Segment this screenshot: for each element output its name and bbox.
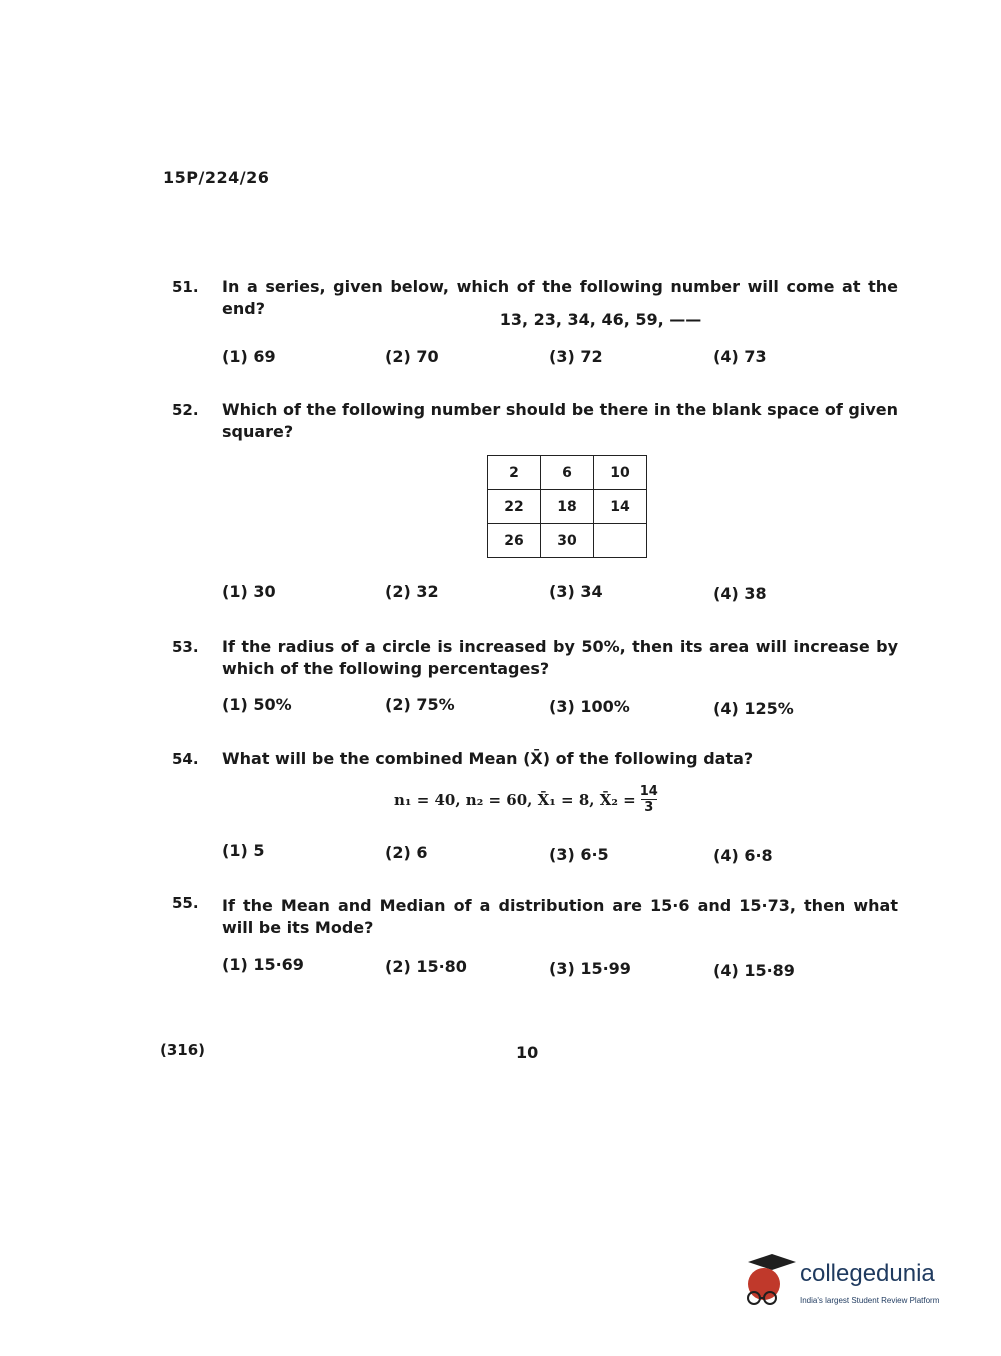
q51-option-4: (4) 73 (713, 347, 767, 366)
q51-option-2: (2) 70 (385, 347, 439, 366)
grid-cell: 10 (594, 456, 647, 490)
q54-option-4: (4) 6·8 (713, 846, 773, 865)
q51-option-3: (3) 72 (549, 347, 603, 366)
q52-option-2: (2) 32 (385, 582, 439, 601)
paper-code: 15P/224/26 (163, 168, 270, 187)
brand-watermark (742, 1248, 972, 1318)
q54-option-1: (1) 5 (222, 841, 265, 860)
question-text-55: If the Mean and Median of a distribution are 15·6 and 15·73, then what will be its Mode? (222, 896, 898, 937)
question-number-52: 52. (172, 401, 199, 419)
q54-option-3: (3) 6·5 (549, 845, 609, 864)
grid-cell: 26 (488, 524, 541, 558)
question-text-54: What will be the combined Mean (X̄) of the following data? (222, 749, 754, 768)
fraction-numerator: 14 (639, 784, 658, 799)
question-number-55: 55. (172, 894, 199, 912)
mean-formula (394, 784, 658, 815)
q53-option-4: (4) 125% (713, 699, 794, 718)
grid-cell: 2 (488, 456, 541, 490)
question-text-51: In a series, given below, which of the following number will come at the end? (222, 277, 898, 318)
q55-option-4: (4) 15·89 (713, 961, 795, 980)
number-series: 13, 23, 34, 46, 59, —— (499, 310, 702, 329)
grid-cell-blank (594, 524, 647, 558)
q52-option-3: (3) 34 (549, 582, 603, 601)
question-text-52: Which of the following number should be there in the blank space of given square? (222, 400, 898, 441)
q53-option-2: (2) 75% (385, 695, 455, 714)
grid-cell: 30 (541, 524, 594, 558)
q53-option-1: (1) 50% (222, 695, 292, 714)
number-square (487, 455, 647, 558)
set-code: (316) (160, 1041, 206, 1059)
question-number-51: 51. (172, 278, 199, 296)
fraction (640, 784, 658, 815)
mascot-logo-icon (742, 1252, 798, 1314)
question-text-53: If the radius of a circle is increased by 50%, then its area will increase by which of the following percentages? (222, 637, 898, 678)
q52-option-1: (1) 30 (222, 582, 276, 601)
q51-option-1: (1) 69 (222, 347, 276, 366)
q55-option-1: (1) 15·69 (222, 955, 304, 974)
question-number-54: 54. (172, 750, 199, 768)
q52-option-4: (4) 38 (713, 584, 767, 603)
grid-cell: 14 (594, 490, 647, 524)
question-number-53: 53. (172, 638, 199, 656)
q53-option-3: (3) 100% (549, 697, 630, 716)
grid-cell: 6 (541, 456, 594, 490)
q55-option-3: (3) 15·99 (549, 959, 631, 978)
brand-tagline: India's largest Student Review Platform (800, 1296, 940, 1305)
fraction-denominator: 3 (644, 800, 654, 815)
formula-values: n₁ = 40, n₂ = 60, X̄₁ = 8, X̄₂ = (394, 790, 636, 809)
page-number: 10 (516, 1043, 539, 1062)
brand-name: collegedunia (800, 1260, 935, 1287)
q55-option-2: (2) 15·80 (385, 957, 467, 976)
q54-option-2: (2) 6 (385, 843, 428, 862)
grid-cell: 22 (488, 490, 541, 524)
grid-cell: 18 (541, 490, 594, 524)
